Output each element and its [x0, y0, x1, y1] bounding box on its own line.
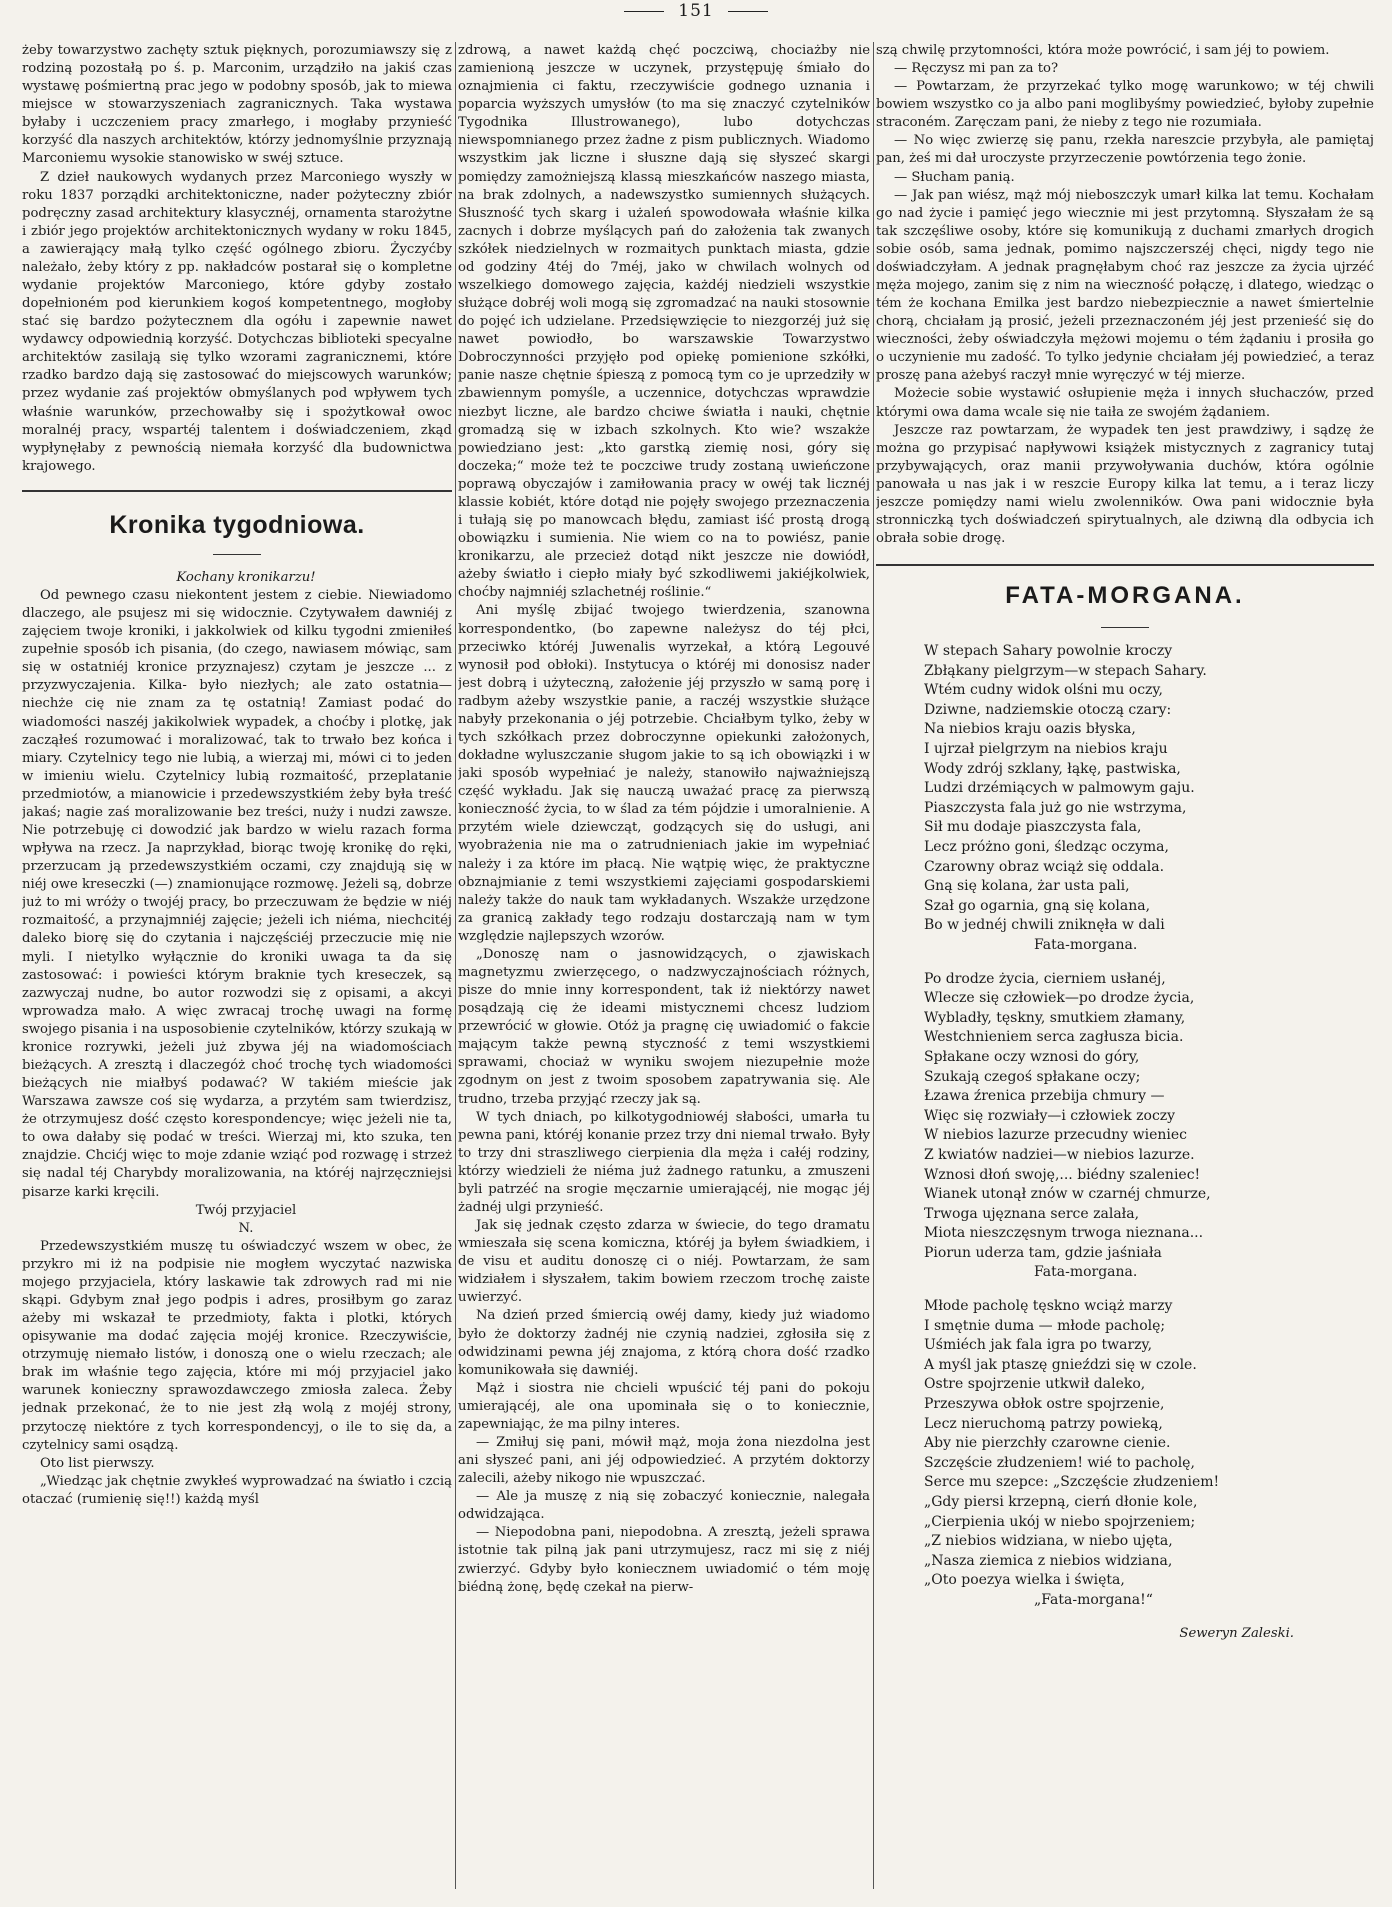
poem-line: Ostre spojrzenie utkwił daleko,: [924, 1376, 1146, 1393]
article-paragraph: — Słucham panią.: [894, 169, 1015, 185]
poem-line: Bo w jednéj chwili zniknęła w dali: [924, 917, 1165, 934]
poem-line: „Cierpienia ukój w niebo spojrzeniem;: [924, 1513, 1196, 1530]
header-rule-right: [728, 11, 768, 12]
column-3: [876, 42, 1374, 1887]
poem-line: Po drodze życia, cierniem usłanéj,: [924, 970, 1166, 987]
article-paragraph: Przedewszystkiém muszę tu oświadczyć wszem w obec, że przykro mi iż na podpisie nie mogłem wyczytać nazwiska mojego przyjaciela, który laskawie tak zdrowych rad mi nie skąpi. Gdybym znał jego podpis i adres, prosiłbym go zaraz ażeby mi wskazał te przedmioty, fakta i plotki, których opisywanie ma dodać zajęcia mojéj kronice. Rzeczywiście, otrzymuję niemało listów, i donoszą one o wielu rzeczach; ale brak im właśnie tego zajęcia, które mi mój przyjaciel jako warunek konieczny sprawozdawczego zmiosła zaleca. Żeby jednak przekonać, że to nie jest złą wolą z mojéj strony, przytoczę niektóre z tych korrespondencyj, o ile to się da, a czytelnicy sami osądzą.: [22, 1238, 452, 1453]
article-paragraph: Ani myślę zbijać twojego twierdzenia, szanowna korrespondentko, (bo zapewne należysz do téj płci, przeciwko któréj Juwenalis wyrzekał, a którą Legouvé wynosił pod obłoki). Instytucya o któréj mi donosisz nader jest dobrą i użyteczną, założenie jéj przyszło w samą porę i radbym ażeby wszystkie panie, a raczéj wszystkie służące nabyły przekonania o jéj potrzebie. Chciałbym tylko, żeby w tych szkółkach przez dobroczynne opiekunki założonych, dokładne wyluszczanie sługom jakie to są ich obowiązki i w jaki sposób wypełniać je należy, stanowiło najważniejszą część wykładu. Jak się nauczą uważać pracę za pierwszą konieczność życia, to w ślad za tém pójdzie i umoralnienie. A przytém wiele dziewcząt, godzących się do usługi, ani wyobrażenia nie ma o zatrudnieniach jakie im wypełniać należy i za które im płacą. Nie wątpię więc, że praktyczne obznajmianie z temi wszystkiemi zajęciami gospodarskiemi należy także do nauk tam wykładanych. Wszakże urzędzone za granicą zakłady tego rodzaju dostarczają nam w tym względzie najlepszych wzorów.: [458, 603, 870, 944]
poem-line: Wianek utonął znów w czarnéj chmurze,: [924, 1186, 1211, 1203]
article-paragraph: — No więc zwierzę się panu, rzekła nareszcie przybyła, ale pamiętaj pan, żeś mi dał uroczyste przyrzeczenie powtórzenia tego żonie.: [876, 133, 1374, 167]
poem-line: Z kwiatów nadziei—w niebios lazurze.: [924, 1146, 1195, 1163]
poem-title: FATA-MORGANA.: [1005, 582, 1245, 610]
poem-line: Więc się rozwiały—i człowiek zoczy: [924, 1107, 1176, 1124]
column-divider: [455, 42, 456, 1889]
header-rule-left: [624, 11, 664, 12]
poem-line: A myśl jak ptaszę gnieździ się w czole.: [924, 1356, 1197, 1373]
article-paragraph: — Ręczysz mi pan za to?: [894, 61, 1059, 77]
article-paragraph: — Powtarzam, że przyrzekać tylko mogę warunkowo; w téj chwili bowiem wszystko co ja albo pani moglibyśmy powiedzieć, byłoby zupełnie straconém. Zaręczam pani, że nieby z tego nie rozumiała.: [876, 79, 1374, 131]
poem-line: Lecz próżno goni, śledząc oczyma,: [924, 839, 1169, 855]
poem-line: „Fata-morgana!“: [1034, 1591, 1153, 1608]
poem-line: W stepach Sahary powolnie kroczy: [924, 643, 1173, 660]
letter-signature: N.: [238, 1220, 254, 1236]
article-paragraph: — Ale ja muszę z nią się zobaczyć koniecznie, nalegała odwidzająca.: [458, 1489, 870, 1523]
poem-line: Młode pacholę tęskno wciąż marzy: [924, 1298, 1173, 1315]
article-paragraph: zdrową, a nawet każdą chęć poczciwą, chociażby nie zamienioną jeszcze w uczynek, przystępuję śmiało do oznajmienia ci faktu, rzeczywiście godnego uznania i poparcia wyższych umysłów (to ma się znaczyć czytelników Tygodnika Illustrowanego), lubo dotychczas niewspomnianego przez żadne z pism publicznych. Wiadomo wszystkim jak liczne i słuszne dają się słyszeć skargi pomiędzy zamożniejszą klassą mieszkańców naszego miasta, na brak zdolnych, a nadewszystko sumiennych służących. Słuszność tych skarg i użaleń spowodowała właśnie kilka zacnych i dobrze myślących pań do założenia tak zwanych szkółek niedzielnych w rozmaitych punktach miasta, gdzie od godziny 4téj do 7méj, jako w chwilach wolnych od wszelkiego domowego zajęcia, każdéj niedzieli wszystkie służące dobréj woli mogą się zgromadzać na nauki stosownie do pojęć ich udzielane. Przedsięwzięcie to niezgorzéj już się nawet powiodło, bo warszawskie Towarzystwo Dobroczynności przyjęło pod opiekę pomienione szkółki, panie nasze chętnie śpieszą z pomocą tym co je uprzedziły w zbawiennym pomyśle, a uczennice, dotychczas wprawdzie niezbyt liczne, ale bardzo chciwe światła i nauki, chętnie gromadzą się w izbach szkolnych. Kto wie? wszakże powiedziano jest: „kto garstką ziemię nosi, góry się doczeka;“ może też te poczciwe trudy zostaną uwieńczone poprawą obyczajów i zamiłowania pracy w owéj tak licznéj klassie kobiét, które dotąd nie pojęły swojego przeznaczenia i tułają się po manowcach błędu, zamiast iść prostą drogą obowiązku i sumienia. Nie wiem co na to powiész, panie kronikarzu, ale przecież dotąd nikt jeszcze nie dowiódł, ażeby światło i ciepło miały być szkodliwemi jakiéjkolwiek, choćby najmniéj szlachetnéj roślinie.“: [458, 43, 870, 601]
poem-line: Uśmiéch jak fala igra po twarzy,: [924, 1337, 1153, 1354]
poem-line: „Z niebios widziana, w niebo ujęta,: [924, 1533, 1173, 1550]
poem-stanza: [924, 1297, 1374, 1611]
poem-line: Wznosi dłoń swoję,... biédny szaleniec!: [924, 1166, 1201, 1183]
poem-line: Gną się kolana, żar usta pali,: [924, 878, 1130, 895]
poem-line: Ludzi drzémiących w palmowym gaju.: [924, 780, 1195, 797]
poem-line: Wybladły, tęskny, smutkiem złamany,: [924, 1009, 1186, 1026]
title-rule: [1101, 627, 1149, 628]
article-paragraph: Od pewnego czasu niekontent jestem z ciebie. Niewiadomo dlaczego, ale psujesz mi się widocznie. Czytywałem dawniéj z zajęciem twoje kroniki, i jakkolwiek od kilku tygodni zmieniłeś zupełnie sposób ich pisania, (do czego, nawiasem mówiąc, sam się w ostatniéj kronice przyznajesz) czytam je jeszcze ... z przyzwyczajenia. Kilka- było niezłych; ale zato ostatnia— niechże cię nie znam za tę ostatnią! Zamiast podać do wiadomości naszéj jakikolwiek wypadek, a choćby i plotkę, jak zacząłeś rozumować i moralizować, tak to trwało bez końca i miary. Czytelnicy tego nie lubią, a wierzaj mi, mówi ci to jeden w imieniu wielu. Czytelnicy lubią rozmaitość, przeplatanie przedmiotów, a mianowicie i przedewszystkiém żeby była treść jakaś; nagie zaś moralizowanie bez treści, nuży i nudzi zawsze. Nie potrzebuję ci dowodzić jak bardzo w wielu razach forma wpływa na rzecz. Ja naprzykład, biorąc twoję kronikę do ręki, przerzucam ją przedewszystkiém oczami, czy znajdują się w niéj owe kreseczki (—) znamionujące rozmowę. Jeżeli są, dobrze już to mi wróży o twojéj pracy, bo przeczuwam że będzie w niéj rozmaitość, a przynajmniéj zajęcie; jeżeli ich niéma, niechcitéj daleko biorę się do czytania i najczęściéj przeczucie mię nie myli. I nietylko wyłącznie do kroniki uwaga ta da się zastosować: i powieści którym braknie tych kreseczek, są zazwyczaj nudne, bo autor rozwodzi się z opisami, a akcyi wprowadza mało. A więc zwracaj trochę uwagi na formę swojego pisania i na usposobienie czytelników, którzy szukają w kronice rozrywki, jeżeli już zbywa jéj na wiadomościach bieżących. A zresztą i dlaczegóż choć trochę tych wiadomości bieżących nie miałbyś podawać? W takiém mieście jak Warszawa zawsze coś się wydarza, a przytém sam twierdzisz, że otrzymujesz dość często korespondencye; więc jeżeli nie ta, to owa dałaby się podać w treści. Wierzaj mi, kto szuka, ten znajdzie. Chcićj więc to moje zdanie wziąć pod rozwagę i strzeż się nadal téj Charybdy moralizowania, na któréj najrzęczniejsi pisarze karki kręcili.: [22, 587, 452, 1200]
poem-line: Westchnieniem serca zagłusza bicia.: [924, 1029, 1184, 1046]
column-2: [458, 42, 870, 1887]
article-paragraph: — Zmiłuj się pani, mówił mąż, moja żona niezdolna jest ani słyszeć pani, ani jéj odpowiedzieć. A przytém doktorzy zalecili, ażeby nikogo nie wpuszczać.: [458, 1435, 870, 1487]
poem-line: W niebios lazurze przecudny wieniec: [924, 1127, 1188, 1144]
poem-stanza: [924, 970, 1374, 1284]
poem-line: „Oto poezya wielka i święta,: [924, 1572, 1125, 1589]
article-paragraph: — Jak pan wiész, mąż mój nieboszczyk umarł kilka lat temu. Kochałam go nad życie i pamięć jego wiecznie mi jest przytomną. Słyszałam że są tak szczęśliwe osoby, które się komunikują z duchami zmarłych drogich sobie osób, sama jednak, pomimo najszczerszéj chęci, nigdy tego nie doświadczyłam. A jednak pragnęłabym choć raz jeszcze za życia ujrzéć męża mojego, zanim się z nim na wieczność połączę, i dlatego, wiedząc o tém że kochana Emilka jest bardzo niebezpiecznie a nawet śmiertelnie chorą, chciałam ją prosić, jeżeli przeznaczoném jéj jest przenieść się do wieczności, żeby oświadczyła mężowi mojemu o tém żądaniu i prosiła go o uczynienie mu zadość. To tylko jedynie chciałam jéj powiedzieć, a teraz proszę pana ażebyś raczył mnie wyręczyć w téj mierze.: [876, 187, 1374, 384]
section-divider: [876, 564, 1374, 566]
poem-line: I smętnie duma — młode pacholę;: [924, 1317, 1166, 1334]
poem-line: Szał go ogarnia, gną się kolana,: [924, 897, 1151, 914]
article-paragraph: Z dzieł naukowych wydanych przez Marconiego wyszły w roku 1837 porządki architektoniczne, nader pożyteczny zbiór podręczny zasad architektury klasycznéj, ornamenta starożytne i zbiór jego projektów architektonicznych wydany w roku 1845, a zawierający małą tylko część ogólnego zbioru. Życzyćby należało, żeby który z pp. nakładców postarał się o kompletne wydanie projektów Marconiego, które gdyby zostało dopełnioném pod kierunkiem kogoś kompetentnego, mogłoby stać się bardzo pożytecznem dla ogółu i zapewnie nawet wydawcy odpowiednią korzyść. Dotychczas biblioteki specyalne architektów zasilają się tylko wzorami zagranicznemi, które rzadko bardzo dają się zastosować do miejscowych warunków; przez wydanie zaś projektów obmyślanych pod wpływem tych właśnie warunków, przechowałby się i spożytkował owoc moralnéj pracy, wspartéj talentem i doświadczeniem, zkąd wypłynęłaby z pewnością niemała korzyść dla budownictwa krajowego.: [22, 169, 452, 474]
poem-line: Dziwne, nadziemskie otoczą czary:: [924, 701, 1172, 718]
article-paragraph: Jeszcze raz powtarzam, że wypadek ten jest prawdziwy, i sądzę że można go przypisać napływowi książek mistycznych z zagranicy tutaj przybywających, oraz manii przywoływania duchów, która ogólnie panowała u nas jak i w reszcie Europy kilka lat temu, a i teraz liczy jeszcze pomiędzy nami wielu zwolenników. Owa pani widocznie była stronniczką tych doświadczeń spirytualnych, ale dziwną dla odbycia ich obrała sobie drogę.: [876, 422, 1374, 547]
section-divider: [22, 490, 452, 492]
poem-line: Szczęście złudzeniem! wié to pacholę,: [924, 1454, 1195, 1471]
section-title: Kronika tygodniowa.: [109, 510, 365, 539]
poem-line: Serce mu szepce: „Szczęście złudzeniem!: [924, 1474, 1220, 1491]
column-divider: [873, 42, 874, 1889]
poem-line: Piaszczysta fala już go nie wstrzyma,: [924, 799, 1187, 816]
letter-salutation: Kochany kronikarzu!: [176, 569, 316, 585]
page-number: 151: [678, 1, 714, 21]
poem-line: Trwoga ujęznana serce zalała,: [924, 1205, 1140, 1222]
article-paragraph: „Wiedząc jak chętnie zwykłeś wyprowadzać na światło i czcią otaczać (rumienię się!!) każdą myśl: [22, 1473, 452, 1507]
article-paragraph: Mąż i siostra nie chcieli wpuścić téj pani do pokoju umierającéj, ale ona upominała się o to koniecznie, zapewniając, że ma pilny interes.: [458, 1380, 870, 1432]
article-paragraph: żeby towarzystwo zachęty sztuk pięknych, porozumiawszy się z rodziną pozostałą po ś. p. Marconim, urządziło na jakiś czas wystawę pośmiertną prac jego w podobny sposób, jak to miewa miejsce w stowarzyszeniach zagranicznych. Taka wystawa byłaby i uczczeniem pracy zmarłego, i mogłaby przynieść korzyść dla naszych architektów, którzy jednomyślnie przyznają Marconiemu wysokie stanowisko w swéj sztuce.: [22, 43, 452, 167]
article-paragraph: Możecie sobie wystawić osłupienie męża i innych słuchaczów, przed którymi owa dama wcale się nie taiła ze swojém żądaniem.: [876, 386, 1374, 420]
article-paragraph: Na dzień przed śmiercią owéj damy, kiedy już wiadomo było że doktorzy żadnéj nie czynią nadziei, zgłosiła się z odwidzinami pewna jéj znajoma, z którą chora dość rzadko komunikowała się dawniéj.: [458, 1308, 870, 1378]
page-header: [0, 0, 1392, 22]
poem-line: Fata-morgana.: [1034, 1264, 1138, 1281]
poem-line: Przeszywa obłok ostre spojrzenie,: [924, 1396, 1165, 1413]
poem-line: Szukają czegoś spłakane oczy;: [924, 1068, 1141, 1085]
poem-stanza: [924, 642, 1374, 956]
article-paragraph: szą chwilę przytomności, która może powrócić, i sam jéj to powiem.: [876, 43, 1330, 58]
article-paragraph: „Donoszę nam o jasnowidzących, o zjawiskach magnetyzmu zwierzęcego, o nadzwyczajnościach różnych, pisze do mnie inny korrespondent, tak iż niektórzy nawet posądzają cię że ideami mistycznemi chcesz ludziom przewrócić w głowie. Otóż ja pragnę cię uwiadomić o fakcie mającym także pewną styczność z temi wszystkiemi sprawami, chociaż w wyniku swojem niezupełnie może zgodnym on jest z twoim sposobem zapatrywania się. Ale trudno, trzeba przyjąć rzeczy jak są.: [458, 946, 870, 1107]
title-rule: [213, 554, 261, 555]
poem-line: Sił mu dodaje piaszczysta fala,: [924, 819, 1142, 836]
poem-line: Zbłąkany pielgrzym—w stepach Sahary.: [924, 662, 1207, 679]
poem-line: Piorun uderza tam, gdzie jaśniała: [924, 1244, 1162, 1261]
article-paragraph: Jak się jednak często zdarza w świecie, do tego dramatu wmieszała się scena komiczna, któréj ja byłem świadkiem, i de visu et auditu donoszę ci o niéj. Powtarzam, że sam widziałem i słyszałem, takim bowiem rzeczom trochę zaiste uwierzyć.: [458, 1218, 870, 1306]
poem-author: Seweryn Zaleski.: [1179, 1625, 1294, 1641]
poem-line: Wlecze się człowiek—po drodze życia,: [924, 990, 1195, 1007]
poem-line: „Nasza ziemica z niebios widziana,: [924, 1552, 1173, 1569]
poem-line: I ujrzał pielgrzym na niebios kraju: [924, 741, 1168, 758]
poem-line: Lecz nieruchomą patrzy powieką,: [924, 1415, 1163, 1432]
article-paragraph: — Niepodobna pani, niepodobna. A zresztą, jeżeli sprawa istotnie tak pilną jak pani utrzymujesz, racz mi się z niéj zwierzyć. Gdyby było koniecznem uwiadomić o tém moję biédną żonę, będę czekał na pierw-: [458, 1525, 870, 1595]
article-paragraph: Oto list pierwszy.: [40, 1455, 155, 1471]
article-paragraph: W tych dniach, po kilkotygodniowéj słabości, umarła tu pewna pani, któréj konanie przez trzy dni niemal trwało. Były to trzy dni straszliwego cierpienia dla męża i całéj rodziny, którzy wiedzieli że niéma już żadnego ratunku, a zmuszeni byli patrzéć na srogie męczarnie umierającéj, nie mogąc jéj żadnéj ulgi przynieść.: [458, 1109, 870, 1215]
poem-line: Spłakane oczy wznosi do góry,: [924, 1048, 1140, 1065]
poem-line: Wtém cudny widok olśni mu oczy,: [924, 682, 1163, 699]
poem-line: Wody zdrój szklany, łąkę, pastwiska,: [924, 760, 1181, 777]
poem-line: Miota nieszczęsnym trwoga nieznana...: [924, 1225, 1204, 1242]
poem-line: Czarowny obraz wciąż się oddala.: [924, 858, 1165, 875]
poem-line: Łzawa źrenica przebija chmury —: [924, 1088, 1165, 1105]
poem-line: „Gdy piersi krzepną, cierń dłonie kole,: [924, 1494, 1198, 1510]
letter-signoff: Twój przyjaciel: [195, 1202, 297, 1218]
poem-line: Fata-morgana.: [1034, 936, 1138, 953]
poem-line: Na niebios kraju oazis błyska,: [924, 721, 1136, 738]
poem-line: Aby nie pierzchły czarowne cienie.: [924, 1435, 1171, 1452]
column-1: [22, 42, 452, 1887]
